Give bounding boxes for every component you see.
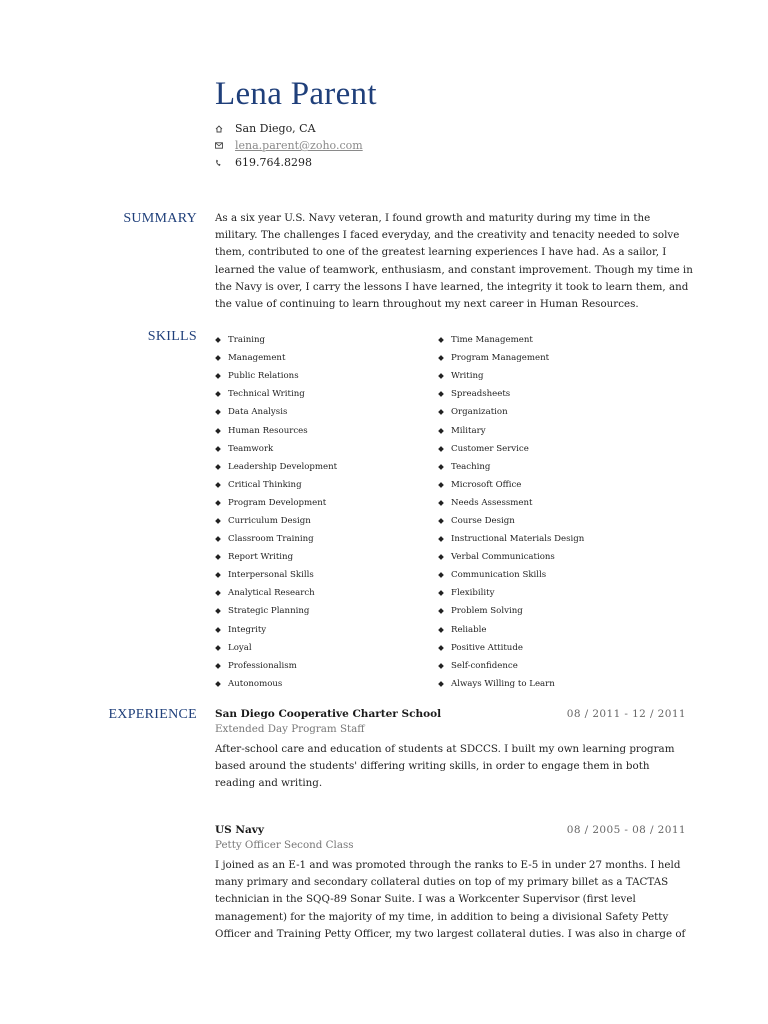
skill-label: Customer Service <box>451 443 529 454</box>
bullet-diamond-icon <box>215 410 221 416</box>
bullet-diamond-icon <box>215 645 221 651</box>
skill-item <box>215 621 337 639</box>
skill-item <box>438 584 584 602</box>
job-dates: 08 / 2005 - 08 / 2011 <box>566 824 686 836</box>
skill-label: Classroom Training <box>228 534 314 545</box>
skill-item <box>215 639 337 657</box>
skill-item <box>215 440 337 458</box>
skill-label: Human Resources <box>228 425 308 436</box>
bullet-diamond-icon <box>215 482 221 488</box>
summary-heading: SUMMARY <box>123 211 197 226</box>
bullet-diamond-icon <box>215 591 221 597</box>
skill-item <box>438 494 584 512</box>
skill-label: Writing <box>451 371 484 382</box>
skill-item <box>438 548 584 566</box>
bullet-diamond-icon <box>438 391 444 397</box>
bullet-diamond-icon <box>438 373 444 379</box>
skill-item <box>438 331 584 349</box>
phone-icon <box>215 159 235 167</box>
skill-item <box>438 458 584 476</box>
skill-label: Program Development <box>228 497 327 508</box>
bullet-diamond-icon <box>215 355 221 361</box>
bullet-diamond-icon <box>215 572 221 578</box>
skill-label: Loyal <box>228 642 252 653</box>
experience-heading: EXPERIENCE <box>108 707 197 722</box>
skill-item <box>438 530 584 548</box>
job-dates: 08 / 2011 - 12 / 2011 <box>566 708 686 720</box>
skill-label: Autonomous <box>228 678 283 689</box>
skill-label: Problem Solving <box>451 606 523 617</box>
skill-label: Technical Writing <box>228 389 305 400</box>
skill-item <box>438 440 584 458</box>
skill-label: Public Relations <box>228 371 299 382</box>
bullet-diamond-icon <box>438 554 444 560</box>
home-icon <box>215 125 235 133</box>
skill-item <box>215 331 337 349</box>
envelope-icon <box>215 142 235 149</box>
bullet-diamond-icon <box>215 609 221 615</box>
bullet-diamond-icon <box>215 500 221 506</box>
bullet-diamond-icon <box>215 627 221 633</box>
bullet-diamond-icon <box>438 663 444 669</box>
skill-label: Data Analysis <box>228 407 288 418</box>
skill-label: Positive Attitude <box>451 642 523 653</box>
skill-item <box>438 512 584 530</box>
summary-text: As a six year U.S. Navy veteran, I found growth and maturity during my time in the military. The challenges I faced everyday, and the creativity and tenacity needed to solve them, contributed to one of the greatest learning experiences I have had. As a sailor, I learned the value of teamwork, enthusiasm, and constant improvement. Though my time in the Navy is over, I carry the lessons I have learned, the integrity it took to learn them, and the value of continuing to learn throughout my next career in Human Resources. <box>215 212 693 311</box>
bullet-diamond-icon <box>438 645 444 651</box>
location-text: San Diego, CA <box>235 122 316 135</box>
bullet-diamond-icon <box>438 428 444 434</box>
skill-item <box>215 421 337 439</box>
skill-item <box>215 657 337 675</box>
skill-item <box>215 367 337 385</box>
skill-label: Course Design <box>451 515 515 526</box>
skill-item <box>215 512 337 530</box>
skill-item <box>438 657 584 675</box>
skill-label: Self-confidence <box>451 660 518 671</box>
skill-label: Integrity <box>228 624 267 635</box>
bullet-diamond-icon <box>215 681 221 687</box>
skill-label: Microsoft Office <box>451 479 522 490</box>
skill-label: Verbal Communications <box>451 552 555 563</box>
skill-item <box>438 675 584 693</box>
skill-item <box>215 476 337 494</box>
contact-location <box>215 120 363 137</box>
skill-item <box>215 602 337 620</box>
skill-item <box>438 367 584 385</box>
skill-label: Reliable <box>451 624 487 635</box>
skill-item <box>438 385 584 403</box>
skill-label: Analytical Research <box>228 588 315 599</box>
skill-label: Military <box>451 425 486 436</box>
bullet-diamond-icon <box>438 500 444 506</box>
candidate-name: Lena Parent <box>215 76 377 112</box>
bullet-diamond-icon <box>438 464 444 470</box>
bullet-diamond-icon <box>215 536 221 542</box>
skill-label: Management <box>228 353 286 364</box>
bullet-diamond-icon <box>215 337 221 343</box>
bullet-diamond-icon <box>215 518 221 524</box>
skill-item <box>438 403 584 421</box>
bullet-diamond-icon <box>438 681 444 687</box>
contact-email <box>215 137 363 154</box>
skill-item <box>215 566 337 584</box>
skills-heading: SKILLS <box>147 329 197 344</box>
experience-entry <box>215 824 686 943</box>
skill-label: Report Writing <box>228 552 294 563</box>
skill-item <box>438 621 584 639</box>
skill-item <box>438 476 584 494</box>
email-link[interactable]: lena.parent@zoho.com <box>235 139 363 152</box>
job-title: Extended Day Program Staff <box>215 723 365 735</box>
skill-label: Teamwork <box>228 443 274 454</box>
bullet-diamond-icon <box>215 428 221 434</box>
skill-label: Always Willing to Learn <box>451 678 555 689</box>
skill-label: Program Management <box>451 353 550 364</box>
skill-item <box>215 494 337 512</box>
skill-label: Leadership Development <box>228 461 338 472</box>
bullet-diamond-icon <box>438 337 444 343</box>
bullet-diamond-icon <box>215 663 221 669</box>
bullet-diamond-icon <box>215 464 221 470</box>
skill-label: Needs Assessment <box>451 497 533 508</box>
job-company: US Navy <box>215 824 264 836</box>
skill-item <box>438 566 584 584</box>
bullet-diamond-icon <box>438 482 444 488</box>
skill-item <box>215 584 337 602</box>
skill-label: Curriculum Design <box>228 515 311 526</box>
skill-label: Instructional Materials Design <box>451 534 585 545</box>
skill-label: Critical Thinking <box>228 479 302 490</box>
skill-item <box>215 349 337 367</box>
bullet-diamond-icon <box>215 373 221 379</box>
skill-label: Interpersonal Skills <box>228 570 314 581</box>
experience-entry <box>215 708 686 793</box>
skill-label: Time Management <box>451 335 533 346</box>
bullet-diamond-icon <box>438 355 444 361</box>
bullet-diamond-icon <box>438 572 444 578</box>
skill-item <box>438 639 584 657</box>
skill-item <box>438 421 584 439</box>
bullet-diamond-icon <box>438 591 444 597</box>
skill-item <box>215 403 337 421</box>
phone-text: 619.764.8298 <box>235 156 312 169</box>
skill-label: Communication Skills <box>451 570 547 581</box>
bullet-diamond-icon <box>438 518 444 524</box>
job-company: San Diego Cooperative Charter School <box>215 708 442 720</box>
bullet-diamond-icon <box>438 536 444 542</box>
skill-item <box>438 349 584 367</box>
bullet-diamond-icon <box>215 391 221 397</box>
job-title: Petty Officer Second Class <box>215 839 354 851</box>
job-description: I joined as an E-1 and was promoted through the ranks to E-5 in under 27 months. I held many primary and secondary collateral duties on top of my primary billet as a TACTAS technician in the SQQ-89 Sonar Suite. I was a Workcenter Supervisor (first level management) for the majority of my time, in addition to being a divisional Safety Petty Officer and Training Petty Officer, my two largest collateral duties. I was also in charge of <box>215 859 686 940</box>
skill-item <box>215 675 337 693</box>
bullet-diamond-icon <box>438 410 444 416</box>
bullet-diamond-icon <box>438 609 444 615</box>
skill-label: Flexibility <box>451 588 495 599</box>
skill-item <box>215 458 337 476</box>
skill-item <box>215 548 337 566</box>
skill-label: Spreadsheets <box>451 389 511 400</box>
skill-label: Professionalism <box>228 660 297 671</box>
skills-column-right <box>438 331 584 693</box>
bullet-diamond-icon <box>438 627 444 633</box>
job-description: After-school care and education of students at SDCCS. I built my own learning program based around the students' differing writing skills, in order to engage them in both reading and writing. <box>215 743 675 790</box>
skill-label: Strategic Planning <box>228 606 310 617</box>
bullet-diamond-icon <box>215 446 221 452</box>
skill-label: Training <box>228 335 266 346</box>
bullet-diamond-icon <box>438 446 444 452</box>
skill-item <box>215 530 337 548</box>
skill-item <box>438 602 584 620</box>
skills-column-left <box>215 331 337 693</box>
skill-label: Teaching <box>451 461 491 472</box>
bullet-diamond-icon <box>215 554 221 560</box>
contact-info <box>215 120 363 171</box>
skill-item <box>215 385 337 403</box>
contact-phone <box>215 154 363 171</box>
skill-label: Organization <box>451 407 508 418</box>
